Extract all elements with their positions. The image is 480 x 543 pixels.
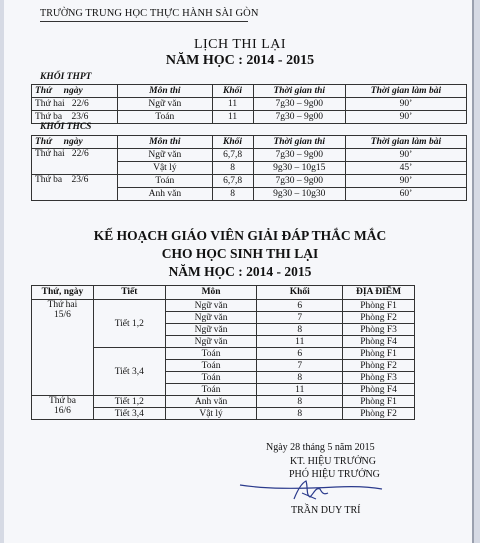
subject-cell: Toán: [165, 348, 257, 360]
room-cell: Phòng F2: [343, 408, 415, 420]
table-row: [32, 175, 467, 188]
room-cell: Phòng F2: [343, 312, 415, 324]
subject-cell: Vật lý: [165, 408, 257, 420]
room-cell: Phòng F3: [343, 324, 415, 336]
table-row: [32, 396, 415, 408]
header-cell-subject: Môn thi: [118, 136, 212, 149]
consult-school-year: NĂM HỌC : 2014 - 2015: [168, 264, 312, 279]
section-label-thpt: KHỐI THPT: [40, 72, 92, 82]
grade-cell: 8: [212, 188, 253, 201]
subject-cell: Vật lý: [118, 162, 212, 175]
subject-cell: Toán: [165, 384, 257, 396]
day-cell: Thứ ba 23/6: [32, 175, 118, 201]
header-cell-location: ĐỊA ĐIỂM: [343, 286, 415, 300]
room-cell: Phòng F1: [343, 348, 415, 360]
room-cell: Phòng F4: [343, 336, 415, 348]
header-cell-day: Thứ ngày: [32, 85, 118, 98]
table-row: [32, 300, 415, 312]
time-cell: 7g30 – 9g00: [253, 98, 345, 111]
header-cell-period: Tiết: [93, 286, 165, 300]
grade-cell: 8: [257, 396, 343, 408]
day-cell: Thứ ba 16/6: [32, 396, 94, 420]
day-cell: Thứ hai 22/6: [32, 98, 118, 111]
school-underline: [40, 21, 248, 22]
time-cell: 7g30 – 9g00: [253, 175, 345, 188]
grade-cell: 7: [257, 312, 343, 324]
header-cell-subject: Môn: [165, 286, 257, 300]
grade-cell: 8: [257, 408, 343, 420]
duration-cell: 45’: [345, 162, 466, 175]
signer-name: TRẦN DUY TRÍ: [291, 505, 361, 516]
subject-cell: Ngữ văn: [165, 300, 257, 312]
table-header-row: [32, 85, 467, 98]
grade-cell: 11: [212, 111, 253, 124]
section-label-thcs: KHỐI THCS: [40, 122, 92, 132]
day-cell: Thứ hai 22/6: [32, 149, 118, 175]
consult-plan-title: KẾ HOẠCH GIÁO VIÊN GIẢI ĐÁP THẮC MẮC: [93, 228, 387, 243]
exam-table-thpt: [31, 84, 467, 124]
table-header-row: [32, 136, 467, 149]
grade-cell: 8: [257, 324, 343, 336]
subject-cell: Ngữ văn: [165, 336, 257, 348]
grade-cell: 8: [212, 162, 253, 175]
handwritten-signature-icon: [236, 475, 386, 505]
subject-cell: Ngữ văn: [118, 98, 212, 111]
consult-plan-subtitle: CHO HỌC SINH THI LẠI: [161, 246, 319, 261]
subject-cell: Anh văn: [165, 396, 257, 408]
table-row: [32, 111, 467, 124]
room-cell: Phòng F1: [343, 300, 415, 312]
table-header-row: [32, 286, 415, 300]
exam-school-year: NĂM HỌC : 2014 - 2015: [165, 53, 315, 68]
header-cell-day: Thứ, ngày: [32, 286, 94, 300]
duration-cell: 90’: [345, 149, 466, 162]
duration-cell: 90’: [345, 175, 466, 188]
signature-role-2: PHÓ HIỆU TRƯỞNG: [289, 469, 380, 480]
subject-cell: Ngữ văn: [118, 149, 212, 162]
subject-cell: Ngữ văn: [165, 312, 257, 324]
room-cell: Phòng F1: [343, 396, 415, 408]
consult-table: [31, 285, 415, 420]
signature-role-1: KT. HIỆU TRƯỞNG: [290, 456, 376, 467]
time-cell: 7g30 – 9g00: [253, 111, 345, 124]
day-cell: Thứ ba 23/6: [32, 111, 118, 124]
grade-cell: 11: [257, 384, 343, 396]
header-cell-day: Thứ ngày: [32, 136, 118, 149]
header-cell-duration: Thời gian làm bài: [345, 136, 466, 149]
school-name: TRUNG HỌC THỰC HÀNH SÀI GÒN: [85, 8, 259, 19]
table-row: [32, 98, 467, 111]
header-cell-grade: Khối: [212, 85, 253, 98]
school-prefix: TRƯỜNG: [40, 8, 83, 19]
header-cell-duration: Thời gian làm bài: [345, 85, 466, 98]
period-cell: Tiết 1,2: [93, 300, 165, 348]
period-cell: Tiết 3,4: [93, 348, 165, 396]
header-cell-time: Thời gian thi: [253, 136, 345, 149]
header-cell-grade: Khối: [212, 136, 253, 149]
day-cell: Thứ hai 15/6: [32, 300, 94, 396]
header-cell-time: Thời gian thi: [253, 85, 345, 98]
subject-cell: Toán: [165, 372, 257, 384]
time-cell: 9g30 – 10g15: [253, 162, 345, 175]
room-cell: Phòng F2: [343, 360, 415, 372]
header-cell-grade: Khối: [257, 286, 343, 300]
exam-schedule-title: LỊCH THI LẠI: [193, 37, 287, 52]
header-cell-subject: Môn thi: [118, 85, 212, 98]
exam-table-thcs: [31, 135, 467, 201]
subject-cell: Ngữ văn: [165, 324, 257, 336]
subject-cell: Toán: [118, 175, 212, 188]
grade-cell: 6,7,8: [212, 149, 253, 162]
subject-cell: Toán: [165, 360, 257, 372]
grade-cell: 8: [257, 372, 343, 384]
period-cell: Tiết 1,2: [93, 396, 165, 408]
room-cell: Phòng F4: [343, 384, 415, 396]
duration-cell: 90’: [345, 98, 466, 111]
grade-cell: 6: [257, 300, 343, 312]
time-cell: 9g30 – 10g30: [253, 188, 345, 201]
table-row: [32, 149, 467, 162]
grade-cell: 11: [257, 336, 343, 348]
duration-cell: 60’: [345, 188, 466, 201]
subject-cell: Toán: [118, 111, 212, 124]
duration-cell: 90’: [345, 111, 466, 124]
grade-cell: 7: [257, 360, 343, 372]
grade-cell: 6: [257, 348, 343, 360]
grade-cell: 6,7,8: [212, 175, 253, 188]
school-header: [40, 8, 259, 19]
grade-cell: 11: [212, 98, 253, 111]
period-cell: Tiết 3,4: [93, 408, 165, 420]
room-cell: Phòng F3: [343, 372, 415, 384]
subject-cell: Anh văn: [118, 188, 212, 201]
time-cell: 7g30 – 9g00: [253, 149, 345, 162]
signature-date: Ngày 28 tháng 5 năm 2015: [266, 442, 375, 453]
